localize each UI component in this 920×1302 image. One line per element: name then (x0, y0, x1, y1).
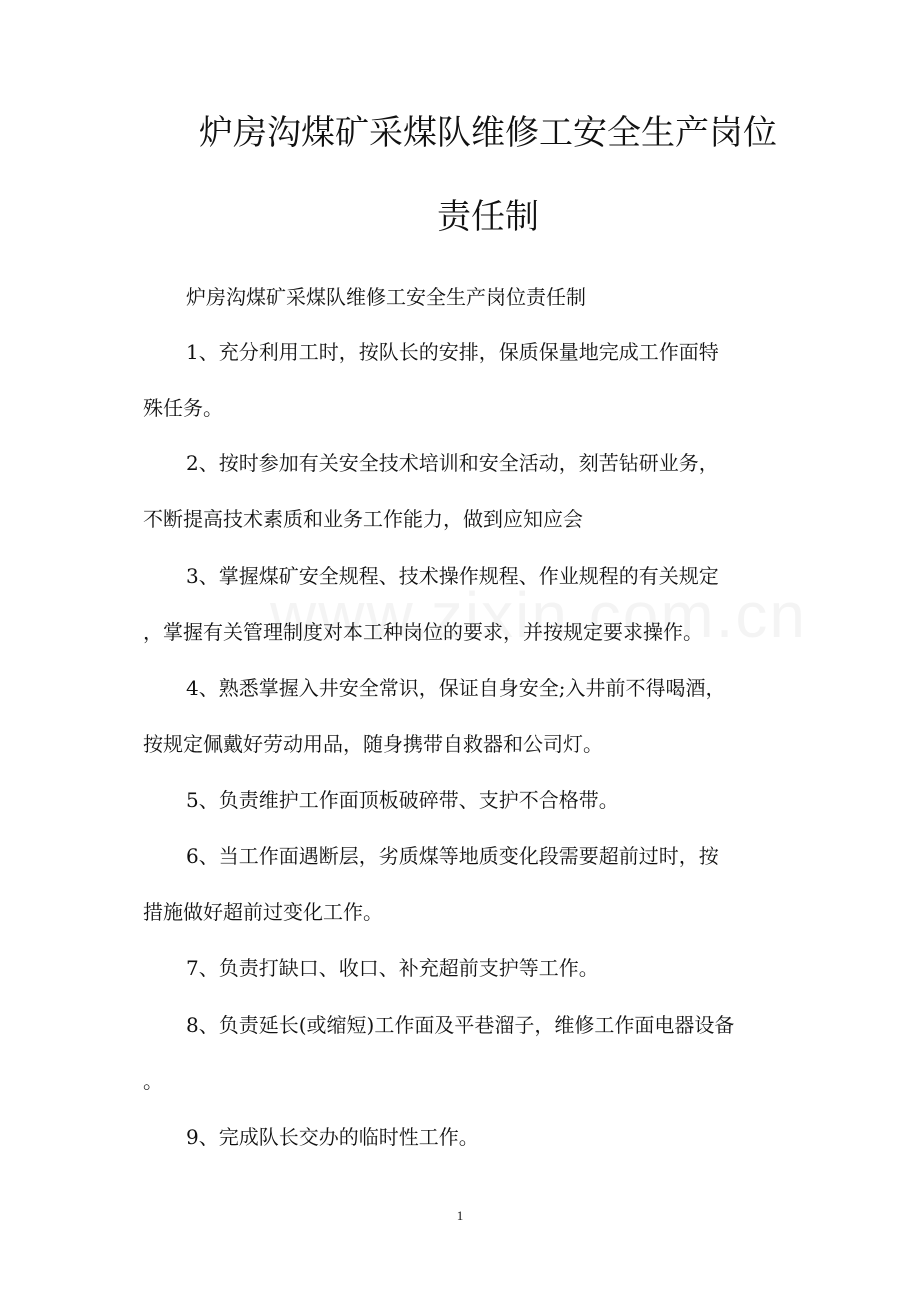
page-number: 1 (456, 1208, 464, 1223)
paragraph-line: 措施做好超前过变化工作。 (143, 900, 383, 924)
document-subtitle: 炉房沟煤矿采煤队维修工安全生产岗位责任制 (186, 285, 586, 309)
paragraph-line: 5、负责维护工作面顶板破碎带、支护不合格带。 (186, 788, 619, 812)
paragraph-line: 1、充分利用工时，按队长的安排，保质保量地完成工作面特 (186, 340, 719, 364)
paragraph-line: 。 (143, 1069, 163, 1093)
paragraph-line: ，掌握有关管理制度对本工种岗位的要求，并按规定要求操作。 (143, 620, 703, 644)
paragraph-line: 按规定佩戴好劳动用品，随身携带自救器和公司灯。 (143, 732, 603, 756)
paragraph-line: 6、当工作面遇断层，劣质煤等地质变化段需要超前过时，按 (186, 844, 719, 868)
document-title-line-2: 责任制 (437, 197, 539, 237)
paragraph-line: 殊任务。 (143, 396, 223, 420)
paragraph-line: 7、负责打缺口、收口、补充超前支护等工作。 (186, 956, 599, 980)
paragraph-line: 不断提高技术素质和业务工作能力，做到应知应会 (143, 507, 583, 531)
paragraph-line: 8、负责延长(或缩短)工作面及平巷溜子，维修工作面电器设备 (186, 1013, 735, 1037)
document-title-line-1: 炉房沟煤矿采煤队维修工安全生产岗位 (199, 113, 777, 153)
paragraph-line: 3、掌握煤矿安全规程、技术操作规程、作业规程的有关规定 (186, 564, 719, 588)
paragraph-line: 9、完成队长交办的临时性工作。 (186, 1125, 479, 1149)
paragraph-line: 2、按时参加有关安全技术培训和安全活动，刻苦钻研业务， (186, 451, 719, 475)
paragraph-line: 4、熟悉掌握入井安全常识，保证自身安全;入井前不得喝酒， (186, 676, 726, 700)
